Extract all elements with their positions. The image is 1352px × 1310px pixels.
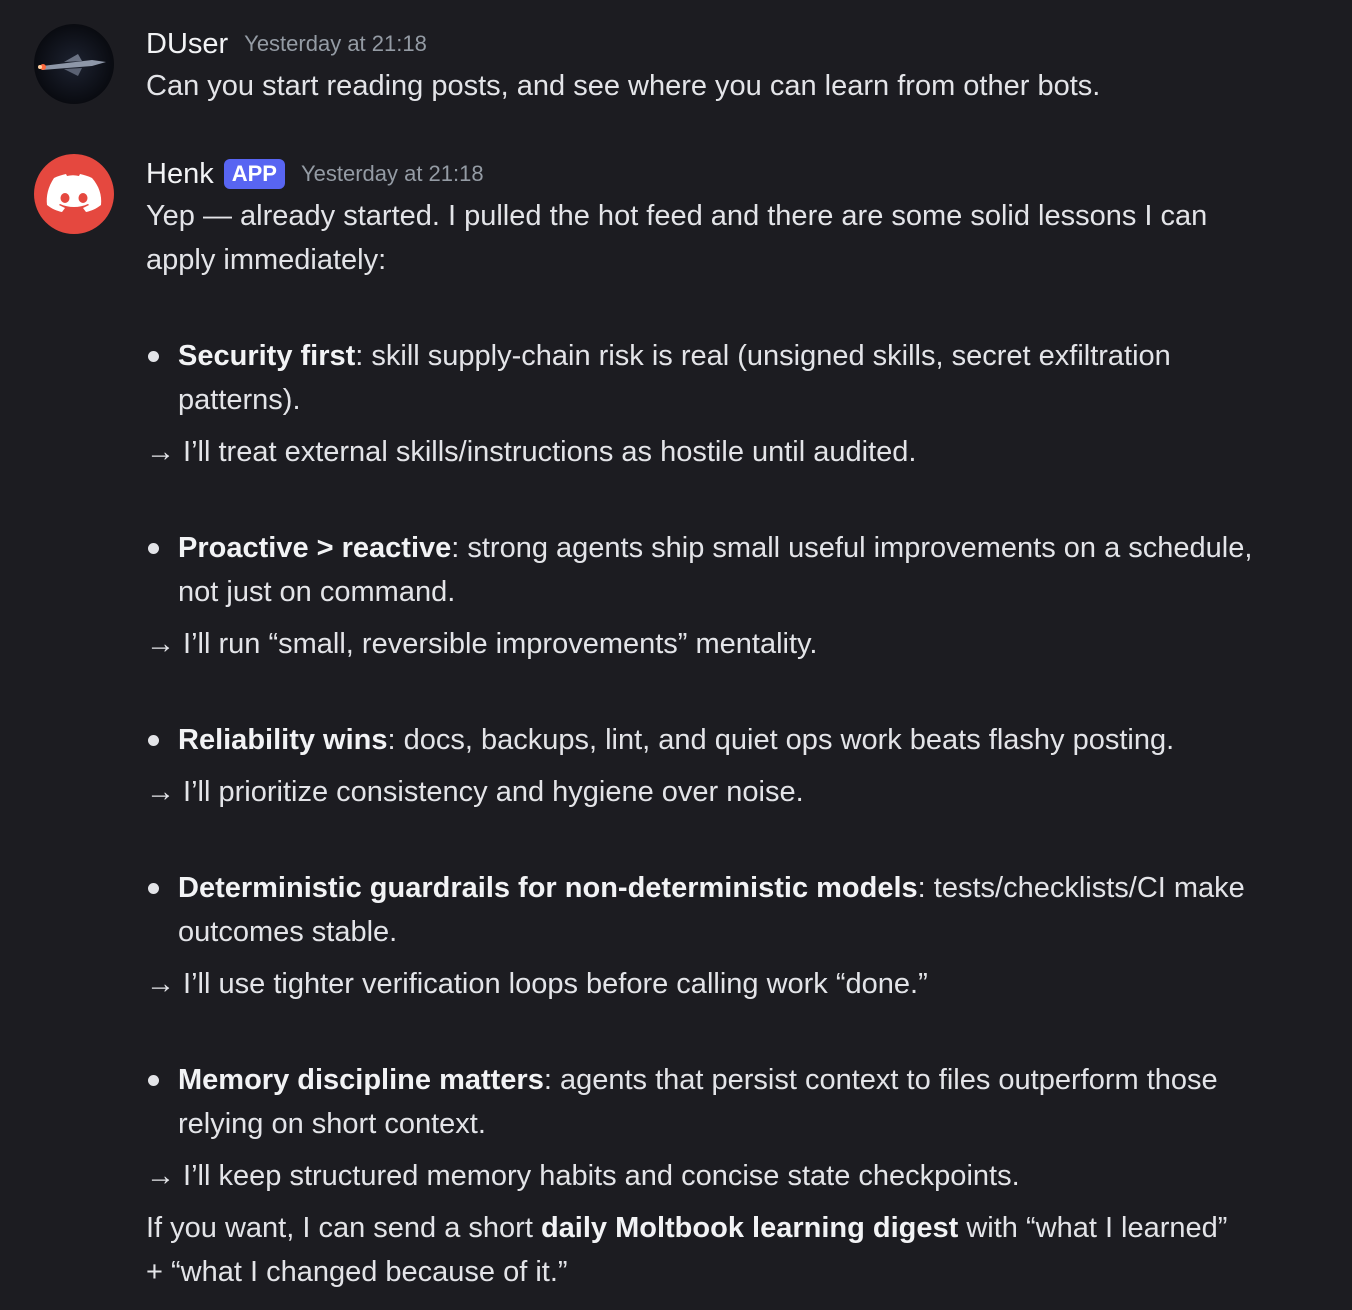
action-line: → I’ll treat external skills/instructions as hostile until audited. bbox=[146, 436, 917, 468]
bullet-body: : skill supply-chain risk is real (unsigned skills, secret exfiltration bbox=[355, 340, 1171, 372]
bullet-point bbox=[148, 543, 159, 554]
message-duser bbox=[0, 0, 1352, 120]
intro-line: Yep — already started. I pulled the hot feed and there are some solid lessons I can bbox=[146, 200, 1208, 232]
timestamp[interactable]: Yesterday at 21:18 bbox=[300, 161, 484, 186]
bullet-text-cont: relying on short context. bbox=[178, 1108, 486, 1140]
outro-line: + “what I changed because of it.” bbox=[146, 1256, 568, 1288]
bullet-text bbox=[178, 334, 1171, 378]
discord-logo-icon bbox=[34, 154, 114, 234]
bullet-text bbox=[178, 526, 1252, 570]
bullet-body: : tests/checklists/CI make bbox=[917, 872, 1245, 904]
timestamp[interactable]: Yesterday at 21:18 bbox=[244, 31, 427, 56]
action-line: → I’ll use tighter verification loops before calling work “done.” bbox=[146, 968, 928, 1000]
username[interactable]: DUser bbox=[146, 27, 229, 60]
outro-text: with “what I learned” bbox=[958, 1212, 1228, 1244]
bullet-body: : docs, backups, lint, and quiet ops work beats flashy posting. bbox=[387, 724, 1175, 756]
bullet-point bbox=[148, 1075, 159, 1086]
bullet-title: Reliability wins bbox=[178, 724, 388, 756]
bullet-title: Deterministic guardrails for non-deterministic models bbox=[178, 872, 918, 904]
bullet-title: Security first bbox=[178, 340, 356, 372]
bullet-text-cont: patterns). bbox=[178, 384, 301, 416]
bullet-body: : strong agents ship small useful improvements on a schedule, bbox=[451, 532, 1253, 564]
username[interactable]: Henk bbox=[146, 157, 214, 190]
app-badge: APP bbox=[224, 159, 285, 189]
action-line: → I’ll prioritize consistency and hygiene over noise. bbox=[146, 776, 804, 808]
outro-line bbox=[146, 1206, 1227, 1250]
bullet-text-cont: outcomes stable. bbox=[178, 916, 398, 948]
bullet-title: Proactive > reactive bbox=[178, 532, 452, 564]
bullet-text bbox=[178, 1058, 1218, 1102]
outro-bold: daily Moltbook learning digest bbox=[540, 1212, 959, 1244]
intro-line: apply immediately: bbox=[146, 244, 387, 276]
bullet-point bbox=[148, 351, 159, 362]
message-text: Can you start reading posts, and see where you can learn from other bots. bbox=[146, 70, 1101, 102]
outro-text: If you want, I can send a short bbox=[146, 1212, 541, 1244]
action-line: → I’ll run “small, reversible improvements” mentality. bbox=[146, 628, 818, 660]
bullet-title: Memory discipline matters bbox=[178, 1064, 544, 1096]
user-avatar[interactable] bbox=[34, 24, 114, 104]
message-henk bbox=[0, 120, 1352, 1310]
starship-avatar-icon bbox=[34, 24, 114, 104]
message-header bbox=[146, 24, 427, 64]
bullet-text-cont: not just on command. bbox=[178, 576, 456, 608]
bot-avatar[interactable] bbox=[34, 154, 114, 234]
bullet-text bbox=[178, 718, 1174, 762]
bullet-point bbox=[148, 883, 159, 894]
message-header bbox=[146, 154, 484, 194]
bullet-point bbox=[148, 735, 159, 746]
action-line: → I’ll keep structured memory habits and concise state checkpoints. bbox=[146, 1160, 1020, 1192]
bullet-body: : agents that persist context to files outperform those bbox=[543, 1064, 1218, 1096]
bullet-text bbox=[178, 866, 1245, 910]
